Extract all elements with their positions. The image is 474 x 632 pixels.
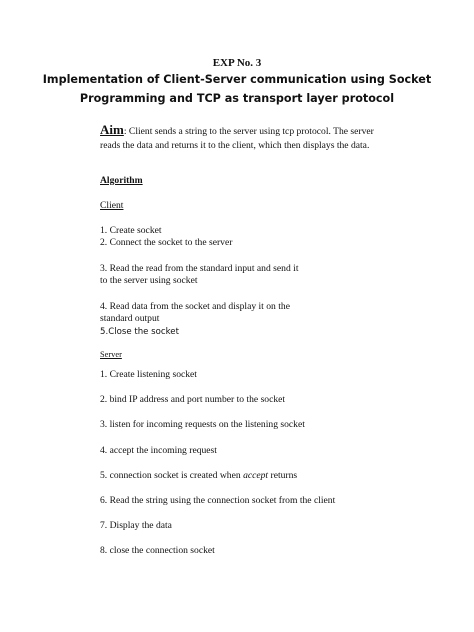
server-step-7: 7. Display the data — [100, 520, 172, 531]
server-step-5 — [100, 470, 297, 483]
server-step-3: 3. listen for incoming requests on the listening socket — [100, 419, 305, 430]
client-step-5: 5.Close the socket — [100, 327, 179, 337]
client-step-4b: standard output — [100, 313, 160, 324]
client-step-3b: to the server using socket — [100, 275, 198, 286]
aim-colon: : — [123, 126, 127, 137]
server-step-2: 2. bind IP address and port number to the socket — [100, 394, 286, 405]
aim-line-1 — [100, 123, 400, 139]
algorithm-heading: Algorithm — [100, 175, 143, 186]
title-line-1: Implementation of Client-Server communication using Socket — [42, 73, 432, 86]
client-heading: Client — [100, 200, 124, 211]
server-heading: Server — [100, 350, 122, 359]
client-step-3a: 3. Read the read from the standard input and send it — [100, 263, 299, 274]
experiment-number: EXP No. 3 — [212, 57, 262, 69]
aim-line-2: reads the data and returns it to the client, which then displays the data. — [100, 140, 370, 151]
server-step-5-pre: 5. connection socket is created when — [100, 470, 244, 481]
client-step-2: 2. Connect the socket to the server — [100, 237, 233, 248]
server-step-1: 1. Create listening socket — [100, 369, 197, 380]
server-step-6: 6. Read the string using the connection socket from the client — [100, 495, 336, 506]
title-line-2: Programming and TCP as transport layer protocol — [79, 92, 395, 105]
aim-label: Aim — [100, 122, 124, 137]
server-step-5-accept: accept — [243, 470, 269, 481]
server-step-5-post: returns — [268, 470, 298, 481]
server-step-4: 4. accept the incoming request — [100, 445, 217, 456]
server-step-8: 8. close the connection socket — [100, 545, 215, 556]
document-title — [0, 70, 474, 108]
aim-text-1: Client sends a string to the server using tcp protocol. The server — [126, 126, 374, 137]
client-step-4a: 4. Read data from the socket and display it on the — [100, 301, 290, 312]
client-step-1: 1. Create socket — [100, 225, 162, 236]
aim-paragraph — [100, 123, 400, 153]
